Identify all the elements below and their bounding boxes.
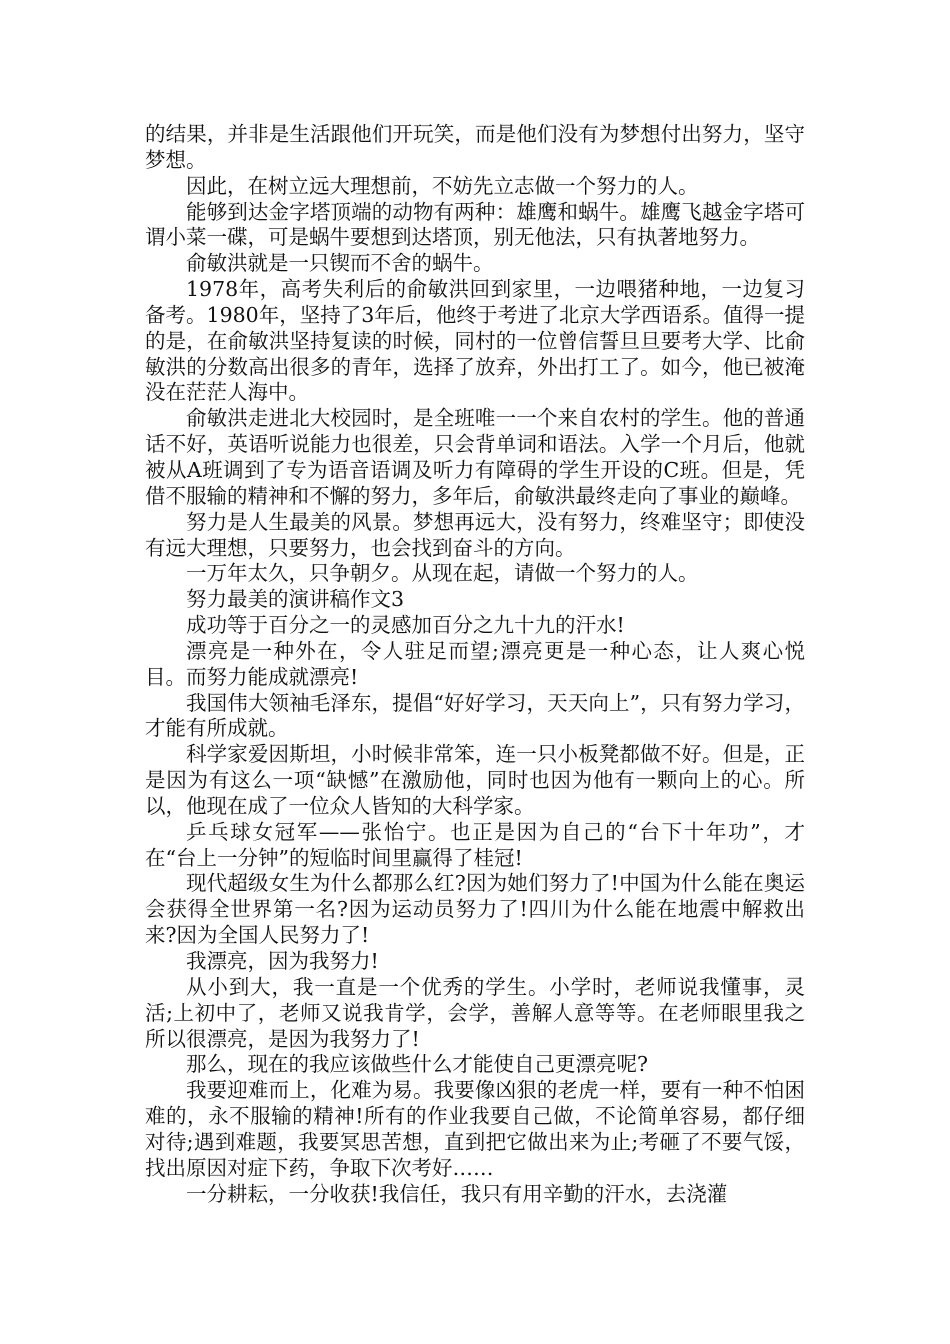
paragraph: 努力是人生最美的风景。梦想再远大，没有努力，终难坚守；即使没有远大理想，只要努力，也会找到奋斗的方向。: [145, 509, 805, 560]
section-title: 努力最美的演讲稿作文3: [186, 587, 405, 612]
paragraph: 一万年太久，只争朝夕。从现在起，请做一个努力的人。: [186, 561, 699, 586]
paragraph: 我要迎难而上，化难为易。我要像凶狠的老虎一样，要有一种不怕困难的，永不服输的精神!所有的作业我要自己做，不论简单容易，都仔细对待;遇到难题，我要冥思苦想，直到把它做出来为止;考砸了不要气馁，找出原因对症下药，争取下次考好……: [145, 1078, 805, 1180]
paragraph: 俞敏洪就是一只锲而不舍的蜗牛。: [186, 251, 494, 276]
paragraph: 现代超级女生为什么都那么红?因为她们努力了!中国为什么能在奥运会获得全世界第一名?因为运动员努力了!四川为什么能在地震中解救出来?因为全国人民努力了!: [145, 871, 805, 948]
paragraph: 能够到达金字塔顶端的动物有两种：雄鹰和蜗牛。雄鹰飞越金字塔可谓小菜一碟，可是蜗牛要想到达塔顶，别无他法，只有执著地努力。: [145, 199, 805, 250]
paragraph: 俞敏洪走进北大校园时，是全班唯一一个来自农村的学生。他的普通话不好，英语听说能力也很差，只会背单词和语法。入学一个月后，他就被从A班调到了专为语音语调及听力有障碍的学生开设的C班。但是，凭借不服输的精神和不懈的努力，多年后，俞敏洪最终走向了事业的巅峰。: [145, 406, 805, 508]
document-body: [145, 122, 805, 1207]
paragraph: 我国伟大领袖毛泽东，提倡“好好学习，天天向上”，只有努力学习，才能有所成就。: [145, 690, 805, 741]
paragraph: 成功等于百分之一的灵感加百分之九十九的汗水!: [186, 613, 625, 638]
paragraph: 那么，现在的我应该做些什么才能使自己更漂亮呢?: [186, 1052, 648, 1077]
paragraph: 从小到大，我一直是一个优秀的学生。小学时，老师说我懂事，灵活;上初中了，老师又说我肯学，会学，善解人意等等。在老师眼里我之所以很漂亮，是因为我努力了!: [145, 974, 805, 1051]
paragraph: 因此，在树立远大理想前，不妨先立志做一个努力的人。: [186, 173, 699, 198]
paragraph: 漂亮是一种外在，令人驻足而望;漂亮更是一种心态，让人爽心悦目。而努力能成就漂亮!: [145, 638, 805, 689]
paragraph: 1978年，高考失利后的俞敏洪回到家里，一边喂猪种地，一边复习备考。1980年，坚持了3年后，他终于考进了北京大学西语系。值得一提的是，在俞敏洪坚持复读的时候，同村的一位曾信誓旦旦要考大学、比俞敏洪的分数高出很多的青年，选择了放弃，外出打工了。如今，他已被淹没在茫茫人海中。: [145, 277, 805, 405]
paragraph-continued: 的结果，并非是生活跟他们开玩笑，而是他们没有为梦想付出努力，坚守梦想。: [145, 122, 805, 172]
paragraph: 乒乓球女冠军——张怡宁。也正是因为自己的“台下十年功”，才在“台上一分钟”的短临时间里赢得了桂冠!: [145, 819, 805, 870]
paragraph: 我漂亮，因为我努力!: [186, 949, 379, 973]
paragraph: 科学家爱因斯坦，小时候非常笨，连一只小板凳都做不好。但是，正是因为有这么一项“缺憾”在激励他，同时也因为他有一颗向上的心。所以，他现在成了一位众人皆知的大科学家。: [145, 742, 805, 818]
paragraph: 一分耕耘，一分收获!我信任，我只有用辛勤的汗水，去浇灌: [186, 1181, 728, 1206]
